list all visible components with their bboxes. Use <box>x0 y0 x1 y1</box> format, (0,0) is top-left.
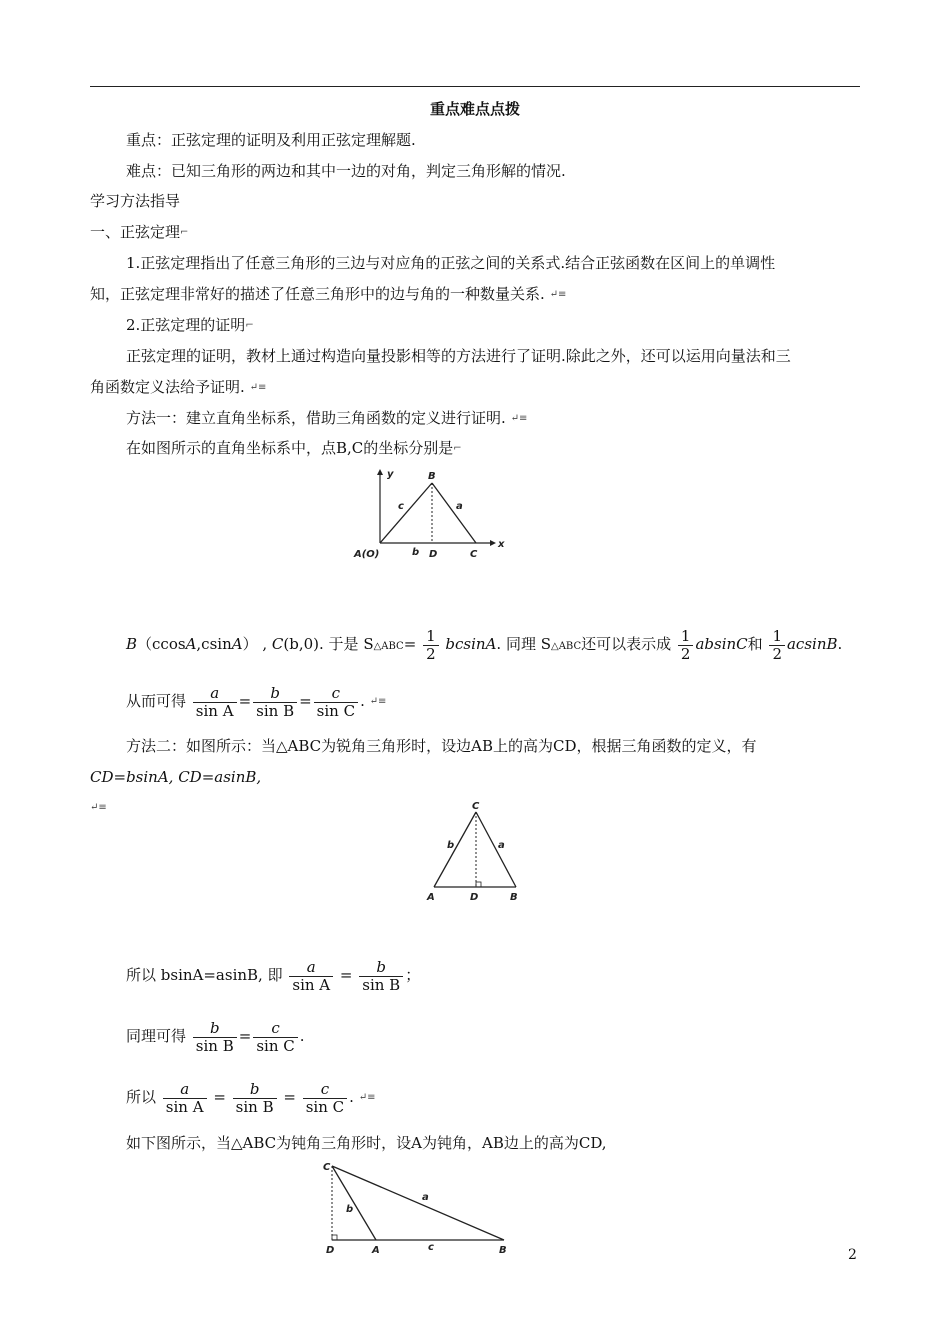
fig1-label-A: A(O) <box>354 549 380 560</box>
section-title: 重点难点点拨 <box>429 100 520 118</box>
fig2-label-A: A <box>427 892 435 903</box>
fig1-label-a: a <box>456 501 463 512</box>
fraction-half: $\frac{1}{2}$ <box>423 628 439 663</box>
paragraph-mark-icon: ↵≡ <box>358 1092 376 1103</box>
fig3-label-A: A <box>372 1245 380 1256</box>
method2-line1: 方法二：如图所示：当△ABC为锐角三角形时，设边AB上的高为CD，根据三角函数的定义，有 <box>126 737 757 755</box>
paragraph-mark-icon: ↵≡ <box>249 382 267 393</box>
edit-mark-icon: ⌐ <box>453 443 462 454</box>
equation-bsinA: 所以 bsinA=asinB, 即 $\frac{a}{\text{sin A}}$ = $\frac{b}{\text{sin B}}$ ； <box>126 957 421 994</box>
fig1-label-y: y <box>387 469 394 480</box>
p1-line2: 知，正弦定理非常好的描述了任意三角形中的边与角的一种数量关系. ↵≡ <box>90 285 567 303</box>
obtuse-line: 如下图所示，当△ABC为钝角三角形时，设A为钝角，AB边上的高为CD, <box>126 1134 607 1152</box>
fig3-label-C: C <box>323 1162 331 1173</box>
fig1-label-b: b <box>412 547 420 558</box>
figure-coordinate-triangle <box>350 465 510 560</box>
proof-heading: 2.正弦定理的证明⌐ <box>126 316 254 334</box>
fig2-label-a: a <box>498 840 505 851</box>
p2-line2: 角函数定义法给予证明. ↵≡ <box>90 378 267 396</box>
law-of-sines-equation-2: 所以 $\frac{a}{\text{sin A}}$ = $\frac{b}{\text{sin B}}$ = $\frac{c}{\text{sin C}}$ . ↵≡ <box>126 1079 376 1116</box>
edit-mark-icon: ⌐ <box>180 227 189 238</box>
equation-similar: 同理可得 $\frac{b}{\text{sin B}}$ = $\frac{c}{\text{sin C}}$ . <box>126 1018 305 1055</box>
method1-coord-line: 在如图所示的直角坐标系中，点B,C的坐标分别是⌐ <box>126 439 462 457</box>
paragraph-mark-icon: ↵≡ <box>549 289 567 300</box>
fig3-label-b: b <box>346 1204 354 1215</box>
fig3-label-D: D <box>326 1245 335 1256</box>
paragraph-mark-line <box>90 796 107 819</box>
header-rule <box>90 86 860 87</box>
law-of-sines-equation-1: 从而可得 $\frac{a}{\text{sin A}}$ = $\frac{b}{\text{sin B}}$ = $\frac{c}{\text{sin C}}$ . ↵≡ <box>126 683 387 720</box>
fig3-label-B: B <box>499 1245 507 1256</box>
fig2-label-b: b <box>447 840 455 851</box>
fig3-label-c: c <box>428 1242 434 1253</box>
fig1-label-B: B <box>428 471 436 482</box>
coordinates-area-line: B（ccosA,csinA） , C(b,0). 于是 S△ABC= $\frac{1}{2}$ bcsinA. 同理 S△ABC还可以表示成 $\frac{1}{2}$ absinC和 $\frac{1}{2}$ acsinB. <box>126 626 843 663</box>
method2-line2: CD=bsinA, CD=asinB, <box>90 768 262 786</box>
fraction-half: $\frac{1}{2}$ <box>678 628 694 663</box>
fraction-half: $\frac{1}{2}$ <box>769 628 785 663</box>
fig2-label-D: D <box>470 892 479 903</box>
fig1-label-c: c <box>398 501 404 512</box>
section1-heading: 一、正弦定理⌐ <box>90 223 189 241</box>
p1-line1: 1.正弦定理指出了任意三角形的三边与对应角的正弦之间的关系式.结合正弦函数在区间上的单调性 <box>126 254 776 272</box>
fig2-label-B: B <box>510 892 518 903</box>
paragraph-mark-icon: ↵≡ <box>369 696 387 707</box>
fig2-label-C: C <box>472 801 480 812</box>
page-number: 2 <box>848 1247 857 1263</box>
edit-mark-icon: ⌐ <box>245 320 254 331</box>
fig1-label-C: C <box>470 549 478 560</box>
paragraph-mark-icon: ↵≡ <box>510 413 528 424</box>
focus-paragraph: 重点：正弦定理的证明及利用正弦定理解题. <box>126 131 416 149</box>
method-heading: 学习方法指导 <box>90 192 181 210</box>
fig1-label-x: x <box>498 539 505 550</box>
p2-line1: 正弦定理的证明，教材上通过构造向量投影相等的方法进行了证明.除此之外，还可以运用向量法和三 <box>126 347 791 365</box>
fig1-label-D: D <box>429 549 438 560</box>
method1-line: 方法一：建立直角坐标系，借助三角函数的定义进行证明. ↵≡ <box>126 409 528 427</box>
fig3-label-a: a <box>422 1192 429 1203</box>
difficulty-paragraph: 难点：已知三角形的两边和其中一边的对角，判定三角形解的情况. <box>126 162 566 180</box>
figure-acute-triangle <box>420 798 530 908</box>
figure-obtuse-triangle <box>318 1158 518 1258</box>
paragraph-mark-icon: ↵≡ <box>90 802 107 813</box>
